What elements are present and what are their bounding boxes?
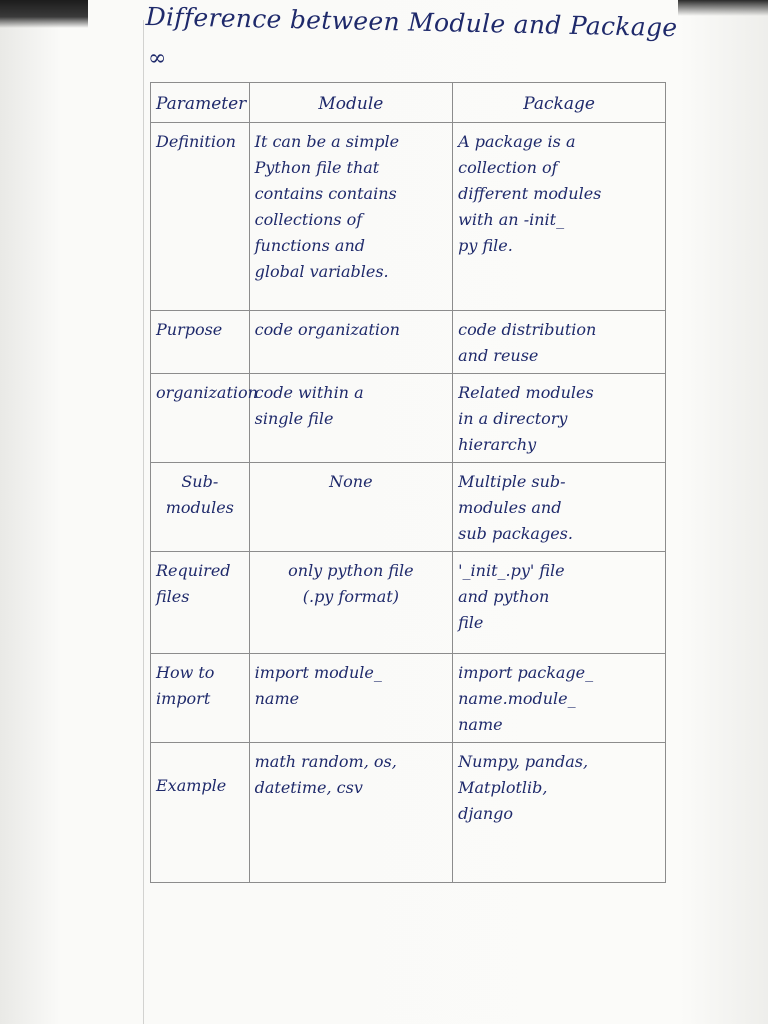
photo-edge-shadow (678, 0, 768, 16)
row-parameter: Required files (151, 552, 250, 654)
row-parameter: Definition (151, 123, 250, 311)
table-header-row (151, 83, 666, 123)
row-module-cell: code within a single file (249, 374, 453, 463)
table-row (151, 123, 666, 311)
row-module-cell: It can be a simple Python file that contains contains collections of functions and global variables. (249, 123, 453, 311)
row-package-cell: Related modules in a directory hierarchy (453, 374, 666, 463)
row-parameter: Example (151, 743, 250, 883)
header-module: Module (249, 83, 453, 123)
row-parameter: Purpose (151, 311, 250, 374)
title-mark: ∞ (148, 46, 167, 71)
row-module-cell: code organization (249, 311, 453, 374)
header-package: Package (453, 83, 666, 123)
notebook-margin-line (143, 20, 144, 1024)
row-module-cell: None (249, 463, 453, 552)
table-row (151, 374, 666, 463)
table-row (151, 463, 666, 552)
header-parameter: Parameter (151, 83, 250, 123)
table-row (151, 743, 666, 883)
row-parameter: Sub- modules (151, 463, 250, 552)
row-parameter: How to import (151, 654, 250, 743)
row-module-cell: import module_ name (249, 654, 453, 743)
row-package-cell: Numpy, pandas, Matplotlib, django (453, 743, 666, 883)
table-row (151, 552, 666, 654)
row-package-cell: Multiple sub- modules and sub packages. (453, 463, 666, 552)
photo-corner-shadow (0, 0, 88, 28)
table-row (151, 311, 666, 374)
page-title: Difference between Module and Package (145, 2, 678, 43)
row-package-cell: import package_ name.module_ name (453, 654, 666, 743)
row-package-cell: A package is a collection of different modules with an -init_ py file. (453, 123, 666, 311)
table-row (151, 654, 666, 743)
row-module-cell: math random, os, datetime, csv (249, 743, 453, 883)
row-package-cell: '_init_.py' file and python file (453, 552, 666, 654)
row-package-cell: code distribution and reuse (453, 311, 666, 374)
row-parameter: organization (151, 374, 250, 463)
row-module-cell: only python file (.py format) (249, 552, 453, 654)
comparison-table (150, 82, 666, 883)
